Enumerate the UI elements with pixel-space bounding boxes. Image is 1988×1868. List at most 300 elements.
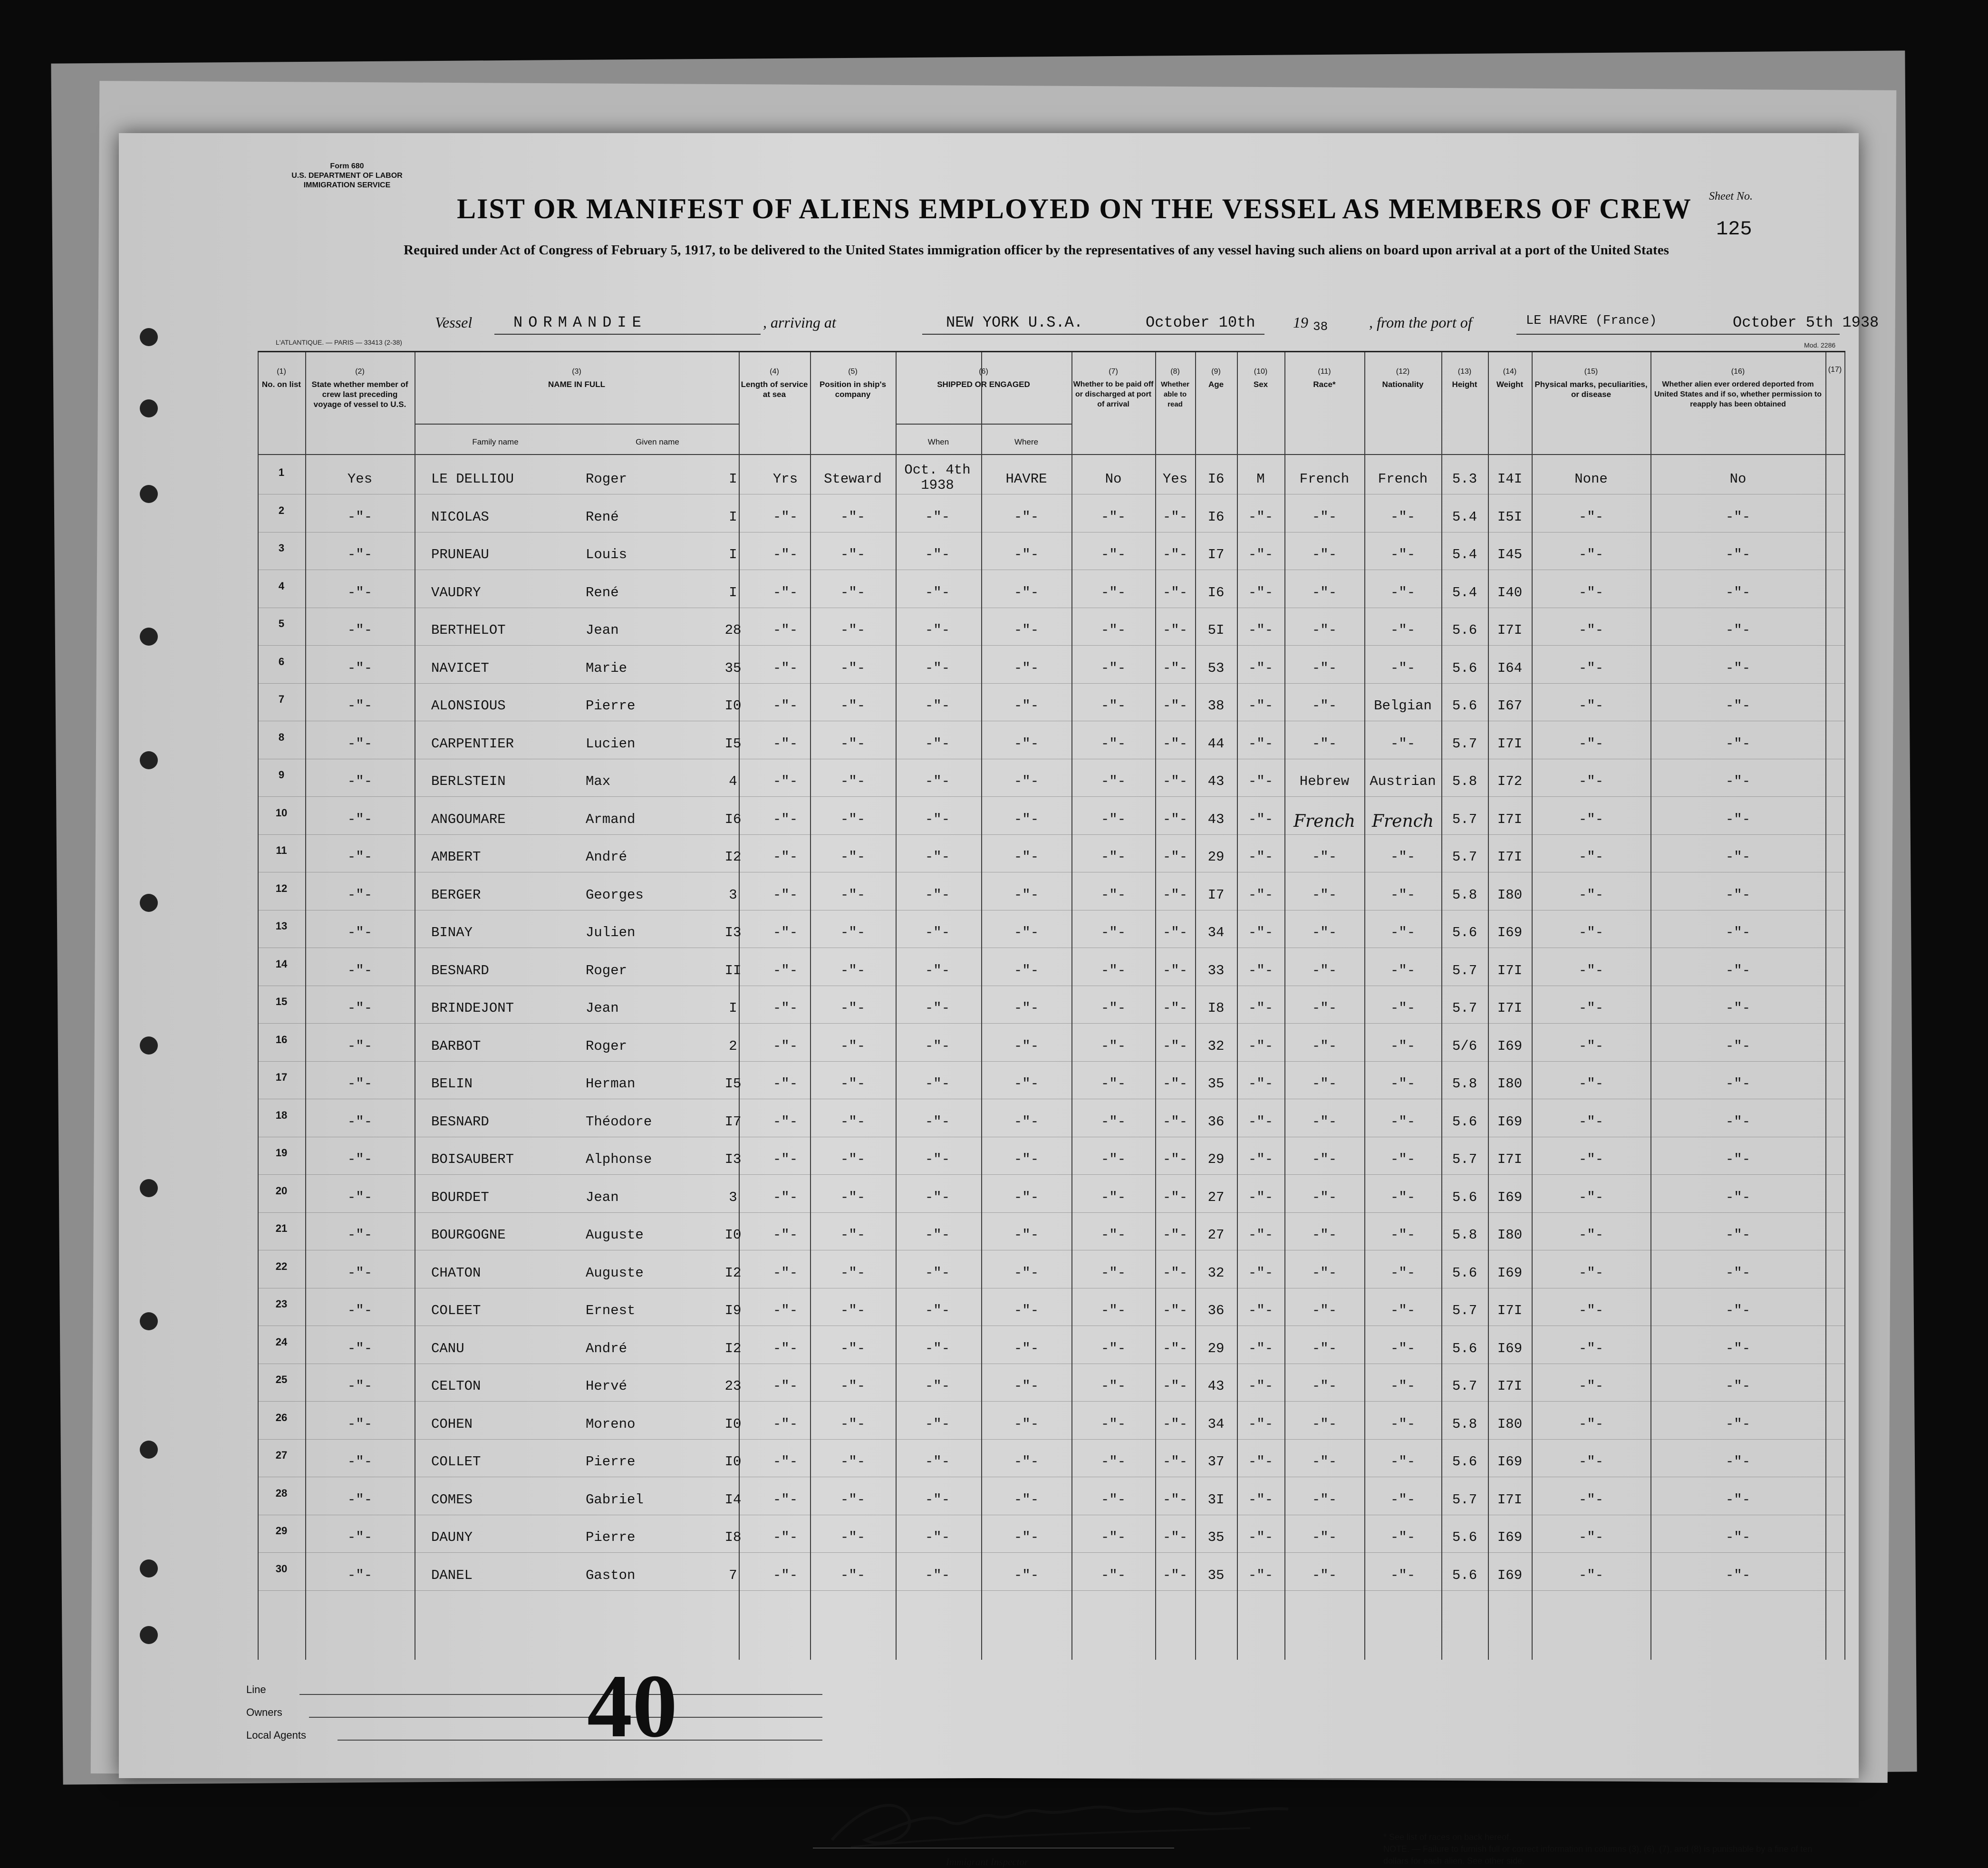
shipped-where: -"-	[1013, 925, 1039, 940]
age: 35	[1207, 1529, 1225, 1545]
position: -"-	[840, 1152, 866, 1167]
deported: -"-	[1725, 887, 1751, 903]
shipped-when: -"-	[925, 1076, 950, 1092]
age: I8	[1207, 1000, 1225, 1016]
shipped-where: -"-	[1013, 1189, 1039, 1205]
weight: I69	[1497, 1340, 1523, 1356]
weight: I80	[1497, 1416, 1523, 1432]
service-length: 7	[729, 1567, 737, 1583]
sex: -"-	[1248, 1265, 1274, 1281]
weight: I7I	[1497, 849, 1523, 865]
able-to-read: -"-	[1162, 1491, 1188, 1508]
row-number: 13	[275, 920, 288, 932]
age: 44	[1207, 736, 1225, 752]
service-unit: -"-	[772, 1113, 798, 1130]
age: 38	[1207, 698, 1225, 714]
race: -"-	[1312, 1227, 1337, 1243]
race: -"-	[1312, 547, 1337, 562]
service-length: I2	[724, 849, 742, 865]
row-number: 6	[278, 655, 285, 668]
arriving-value: NEW YORK U.S.A.	[946, 314, 1083, 331]
family-name: PRUNEAU	[431, 547, 489, 562]
shipped-where: -"-	[1013, 1378, 1039, 1394]
position: -"-	[840, 547, 866, 562]
paid-off: -"-	[1100, 584, 1126, 600]
weight: I69	[1497, 925, 1523, 940]
family-name: AMBERT	[431, 849, 481, 865]
race: -"-	[1312, 1567, 1337, 1583]
given-name: Moreno	[586, 1416, 636, 1432]
member-last-voyage: -"-	[347, 887, 373, 903]
member-last-voyage: -"-	[347, 1491, 373, 1508]
race: -"-	[1312, 887, 1337, 903]
weight: I80	[1497, 1227, 1523, 1243]
service-length: 28	[724, 622, 742, 638]
weight: I7I	[1497, 1491, 1523, 1508]
sex: -"-	[1248, 547, 1274, 562]
page-title	[357, 193, 1792, 225]
shipped-where: -"-	[1013, 509, 1039, 525]
header-no-list: (1) No. on list	[261, 368, 301, 389]
shipped-when: -"-	[925, 698, 950, 714]
paid-off: -"-	[1100, 1454, 1126, 1470]
member-last-voyage: -"-	[347, 1189, 373, 1205]
position: -"-	[840, 1000, 866, 1016]
member-last-voyage: -"-	[347, 1378, 373, 1394]
position: -"-	[840, 1529, 866, 1545]
member-last-voyage: -"-	[347, 1152, 373, 1167]
service-unit: -"-	[772, 547, 798, 562]
nationality: -"-	[1390, 1567, 1416, 1583]
arrival-date: October 10th	[1146, 314, 1255, 331]
header-paid-off: (7) Whether to be paid off or discharged at port of arrival	[1073, 368, 1154, 408]
height: 5.7	[1452, 736, 1477, 752]
row-number: 9	[278, 769, 285, 781]
able-to-read: -"-	[1162, 849, 1188, 865]
service-length: I3	[724, 1152, 742, 1167]
age: 29	[1207, 1152, 1225, 1167]
paid-off: -"-	[1100, 736, 1126, 752]
sex: -"-	[1248, 1340, 1274, 1356]
weight: I72	[1497, 774, 1523, 789]
age: I7	[1207, 547, 1225, 562]
height: 5.6	[1452, 1189, 1477, 1205]
shipped-where: -"-	[1013, 547, 1039, 562]
race: French	[1293, 811, 1356, 831]
member-last-voyage: -"-	[347, 962, 373, 978]
position: -"-	[840, 1491, 866, 1508]
nationality: -"-	[1390, 1152, 1416, 1167]
family-name: CANU	[431, 1340, 464, 1356]
member-last-voyage: -"-	[347, 509, 373, 525]
header-action-inspector: (17)	[1828, 366, 1842, 374]
shipped-where: -"-	[1013, 1454, 1039, 1470]
weight: I7I	[1497, 962, 1523, 978]
row-number: 30	[275, 1562, 288, 1575]
from-label: , from the port of	[1369, 314, 1472, 331]
physical-marks: -"-	[1578, 774, 1604, 789]
paid-off: -"-	[1100, 1000, 1126, 1016]
service-length: I5	[724, 736, 742, 752]
deported: -"-	[1725, 660, 1751, 676]
paid-off: -"-	[1100, 1567, 1126, 1583]
race: -"-	[1312, 1416, 1337, 1432]
member-last-voyage: -"-	[347, 1038, 373, 1054]
given-name: Gabriel	[586, 1491, 644, 1508]
age: 34	[1207, 1416, 1225, 1432]
position: -"-	[840, 1227, 866, 1243]
height: 5.8	[1452, 1076, 1477, 1092]
crew-table	[258, 351, 1845, 1660]
member-last-voyage: -"-	[347, 1454, 373, 1470]
given-name: Julien	[586, 925, 636, 940]
deported: -"-	[1725, 547, 1751, 562]
shipped-when: -"-	[925, 736, 950, 752]
member-last-voyage: -"-	[347, 1076, 373, 1092]
service-length: I	[729, 584, 737, 600]
given-name: Armand	[586, 811, 636, 827]
service-length: I0	[724, 698, 742, 714]
shipped-when: -"-	[925, 584, 950, 600]
position: -"-	[840, 1265, 866, 1281]
shipped-when: -"-	[925, 1340, 950, 1356]
position: Steward	[824, 471, 882, 487]
service-length: 3	[729, 1189, 737, 1205]
sex: -"-	[1248, 660, 1274, 676]
deported: -"-	[1725, 1113, 1751, 1130]
weight: I69	[1497, 1038, 1523, 1054]
height: 5.7	[1452, 962, 1477, 978]
shipped-where: -"-	[1013, 1227, 1039, 1243]
physical-marks: -"-	[1578, 736, 1604, 752]
nationality: -"-	[1390, 1227, 1416, 1243]
service-length: I9	[724, 1303, 742, 1318]
able-to-read: -"-	[1162, 1567, 1188, 1583]
able-to-read: -"-	[1162, 1529, 1188, 1545]
family-name: BOURGOGNE	[431, 1227, 506, 1243]
member-last-voyage: -"-	[347, 811, 373, 827]
height: 5.6	[1452, 622, 1477, 638]
paid-off: -"-	[1100, 622, 1126, 638]
deported: -"-	[1725, 1303, 1751, 1318]
height: 5.7	[1452, 1000, 1477, 1016]
weight: I7I	[1497, 1378, 1523, 1394]
given-name: Alphonse	[586, 1152, 652, 1167]
header-given-name: Given name	[636, 437, 679, 446]
header-when: When	[927, 437, 949, 446]
sex: -"-	[1248, 1038, 1274, 1054]
row-number: 15	[275, 996, 288, 1007]
able-to-read: -"-	[1162, 736, 1188, 752]
shipped-when: -"-	[925, 962, 950, 978]
deported: -"-	[1725, 622, 1751, 638]
header-position: (5) Position in ship's company	[819, 368, 887, 399]
paid-off: -"-	[1100, 1340, 1126, 1356]
service-length: 4	[729, 774, 737, 789]
nationality: -"-	[1390, 1189, 1416, 1205]
sex: -"-	[1248, 1152, 1274, 1167]
service-length: I5	[724, 1076, 742, 1092]
service-length: I0	[724, 1416, 742, 1432]
given-name: Gaston	[586, 1567, 636, 1583]
position: -"-	[840, 774, 866, 789]
year-value: 38	[1313, 319, 1328, 334]
shipped-where: -"-	[1013, 887, 1039, 903]
height: 5.7	[1452, 1378, 1477, 1394]
row-number: 7	[278, 693, 285, 705]
row-number: 1	[278, 466, 285, 478]
given-name: Auguste	[586, 1227, 644, 1243]
family-name: VAUDRY	[431, 584, 481, 600]
physical-marks: -"-	[1578, 1567, 1604, 1583]
row-number: 8	[278, 731, 285, 743]
physical-marks: -"-	[1578, 1265, 1604, 1281]
arriving-label: , arriving at	[763, 314, 836, 331]
given-name: Georges	[586, 887, 644, 903]
row-number: 27	[275, 1449, 288, 1461]
service-unit: -"-	[772, 1454, 798, 1470]
able-to-read: -"-	[1162, 1076, 1188, 1092]
shipped-when: -"-	[925, 622, 950, 638]
shipped-where: -"-	[1013, 1567, 1039, 1583]
footer-labels	[246, 1678, 306, 1747]
physical-marks: -"-	[1578, 1416, 1604, 1432]
able-to-read: -"-	[1162, 1113, 1188, 1130]
sex: -"-	[1248, 1076, 1274, 1092]
row-number: 22	[275, 1260, 288, 1272]
position: -"-	[840, 1567, 866, 1583]
agents-label: Local Agents	[246, 1729, 306, 1741]
deported: -"-	[1725, 1265, 1751, 1281]
row-number: 12	[275, 882, 288, 894]
form-identifiers	[257, 162, 437, 190]
given-name: Ernest	[586, 1303, 636, 1318]
deported: -"-	[1725, 1491, 1751, 1508]
service-unit: -"-	[772, 1378, 798, 1394]
header-deported: (16) Whether alien ever ordered deported from United States and if so, whether permission to reapply has been obtained	[1654, 368, 1822, 408]
nationality: Belgian	[1374, 698, 1432, 714]
member-last-voyage: Yes	[347, 471, 373, 487]
height: 5.8	[1452, 1416, 1477, 1432]
able-to-read: -"-	[1162, 584, 1188, 600]
shipped-where: -"-	[1013, 698, 1039, 714]
family-name: CHATON	[431, 1265, 481, 1281]
service-unit: -"-	[772, 1491, 798, 1508]
given-name: Pierre	[586, 698, 636, 714]
service: IMMIGRATION SERVICE	[303, 181, 391, 189]
position: -"-	[840, 1076, 866, 1092]
position: -"-	[840, 925, 866, 940]
paid-off: -"-	[1100, 547, 1126, 562]
penalty-note: NOTE. — Failure to furnish full or correct information in columns (3), (6), (7), and (8) is punishable by a fine of ten dollars for each alien. See other side.	[1383, 1844, 1813, 1866]
service-unit: -"-	[772, 1152, 798, 1167]
race: -"-	[1312, 698, 1337, 714]
service-unit: -"-	[772, 925, 798, 940]
given-name: Roger	[586, 1038, 627, 1054]
nationality: -"-	[1390, 1491, 1416, 1508]
shipped-where: -"-	[1013, 811, 1039, 827]
age: 27	[1207, 1189, 1225, 1205]
nationality: Austrian	[1370, 774, 1436, 789]
position: -"-	[840, 849, 866, 865]
race: -"-	[1312, 1265, 1337, 1281]
sex: -"-	[1248, 887, 1274, 903]
family-name: BERLSTEIN	[431, 774, 506, 789]
shipped-when: -"-	[925, 1454, 950, 1470]
shipped-when: -"-	[925, 547, 950, 562]
deported: -"-	[1725, 1567, 1751, 1583]
header-family-name: Family name	[472, 437, 519, 446]
able-to-read: -"-	[1162, 1340, 1188, 1356]
service-length: I2	[724, 1340, 742, 1356]
service-length: II	[724, 962, 742, 978]
service-length: I3	[724, 925, 742, 940]
able-to-read: -"-	[1162, 1378, 1188, 1394]
given-name: Roger	[586, 471, 627, 487]
member-last-voyage: -"-	[347, 698, 373, 714]
weight: I7I	[1497, 736, 1523, 752]
given-name: Hervé	[586, 1378, 627, 1394]
shipped-when: -"-	[925, 925, 950, 940]
member-last-voyage: -"-	[347, 1000, 373, 1016]
row-number: 25	[275, 1374, 288, 1385]
nationality: -"-	[1390, 1076, 1416, 1092]
nationality: -"-	[1390, 1340, 1416, 1356]
given-name: René	[586, 509, 619, 525]
row-number: 18	[275, 1109, 288, 1121]
age: 34	[1207, 925, 1225, 940]
physical-marks: -"-	[1578, 1227, 1604, 1243]
height: 5.4	[1452, 509, 1477, 525]
row-number: 10	[275, 806, 288, 819]
deported: No	[1729, 471, 1747, 487]
family-name: CARPENTIER	[431, 736, 514, 752]
weight: I7I	[1497, 811, 1523, 827]
position: -"-	[840, 1454, 866, 1470]
physical-marks: -"-	[1578, 1454, 1604, 1470]
shipped-where: -"-	[1013, 584, 1039, 600]
family-name: LE DELLIOU	[431, 471, 514, 487]
deported: -"-	[1725, 1000, 1751, 1016]
paid-off: -"-	[1100, 811, 1126, 827]
member-last-voyage: -"-	[347, 736, 373, 752]
family-name: BERTHELOT	[431, 622, 506, 638]
physical-marks: -"-	[1578, 660, 1604, 676]
height: 5.8	[1452, 774, 1477, 789]
family-name: NICOLAS	[431, 509, 489, 525]
height: 5.8	[1452, 887, 1477, 903]
height: 5/6	[1452, 1038, 1477, 1054]
family-name: DANEL	[431, 1567, 473, 1583]
age: 36	[1207, 1303, 1225, 1318]
shipped-where: -"-	[1013, 622, 1039, 638]
nationality: -"-	[1390, 584, 1416, 600]
able-to-read: -"-	[1162, 1265, 1188, 1281]
service-unit: -"-	[772, 1189, 798, 1205]
header-member-last-voyage: (2) State whether member of crew last preceding voyage of vessel to U.S.	[311, 368, 408, 409]
given-name: André	[586, 1340, 627, 1356]
shipped-where: HAVRE	[1005, 471, 1047, 487]
owners-label: Owners	[246, 1706, 282, 1718]
service-length: I6	[724, 811, 742, 827]
header-physical-marks: (15) Physical marks, peculiarities, or disease	[1534, 368, 1648, 399]
row-number: 4	[278, 580, 285, 592]
weight: I69	[1497, 1454, 1523, 1470]
shipped-when: -"-	[925, 887, 950, 903]
family-name: BESNARD	[431, 962, 489, 978]
physical-marks: -"-	[1578, 849, 1604, 865]
row-number: 5	[278, 618, 285, 629]
height: 5.6	[1452, 1454, 1477, 1470]
shipped-where: -"-	[1013, 1416, 1039, 1432]
position: -"-	[840, 1189, 866, 1205]
nationality: -"-	[1390, 1529, 1416, 1545]
row-number: 24	[275, 1336, 288, 1348]
position: -"-	[840, 698, 866, 714]
race: Hebrew	[1299, 774, 1350, 789]
weight: I7I	[1497, 1303, 1523, 1318]
weight: I4I	[1497, 471, 1523, 487]
nationality: -"-	[1390, 1038, 1416, 1054]
departure-date: October 5th 1938	[1733, 314, 1879, 331]
sex: -"-	[1248, 1416, 1274, 1432]
nationality: -"-	[1390, 1378, 1416, 1394]
sheet-number-value: 125	[1716, 218, 1752, 241]
service-unit: -"-	[772, 622, 798, 638]
age: 37	[1207, 1454, 1225, 1470]
position: -"-	[840, 1378, 866, 1394]
race: -"-	[1312, 584, 1337, 600]
service-length: 35	[724, 660, 742, 676]
able-to-read: -"-	[1162, 1227, 1188, 1243]
deported: -"-	[1725, 1416, 1751, 1432]
sex: -"-	[1248, 774, 1274, 789]
sex: -"-	[1248, 1189, 1274, 1205]
sex: -"-	[1248, 584, 1274, 600]
physical-marks: -"-	[1578, 509, 1604, 525]
race: -"-	[1312, 509, 1337, 525]
family-name: DAUNY	[431, 1529, 473, 1545]
nationality: French	[1371, 811, 1434, 831]
able-to-read: -"-	[1162, 1000, 1188, 1016]
physical-marks: -"-	[1578, 1378, 1604, 1394]
physical-marks: -"-	[1578, 1152, 1604, 1167]
nationality: -"-	[1390, 547, 1416, 562]
row-number: 21	[275, 1222, 288, 1234]
shipped-where: -"-	[1013, 774, 1039, 789]
paid-off: -"-	[1100, 962, 1126, 978]
deported: -"-	[1725, 509, 1751, 525]
able-to-read: -"-	[1162, 1416, 1188, 1432]
shipped-where: -"-	[1013, 1076, 1039, 1092]
service-length: I4	[724, 1491, 742, 1508]
shipped-when: -"-	[925, 1567, 950, 1583]
service-unit: -"-	[772, 1416, 798, 1432]
paid-off: -"-	[1100, 1529, 1126, 1545]
shipped-where: -"-	[1013, 1152, 1039, 1167]
physical-marks: -"-	[1578, 1076, 1604, 1092]
able-to-read: -"-	[1162, 774, 1188, 789]
race: -"-	[1312, 1491, 1337, 1508]
sex: -"-	[1248, 1378, 1274, 1394]
shipped-when: -"-	[925, 849, 950, 865]
shipped-where: -"-	[1013, 1529, 1039, 1545]
race: -"-	[1312, 849, 1337, 865]
able-to-read: -"-	[1162, 547, 1188, 562]
shipped-when: -"-	[925, 1416, 950, 1432]
race: -"-	[1312, 1038, 1337, 1054]
height: 5.4	[1452, 547, 1477, 562]
